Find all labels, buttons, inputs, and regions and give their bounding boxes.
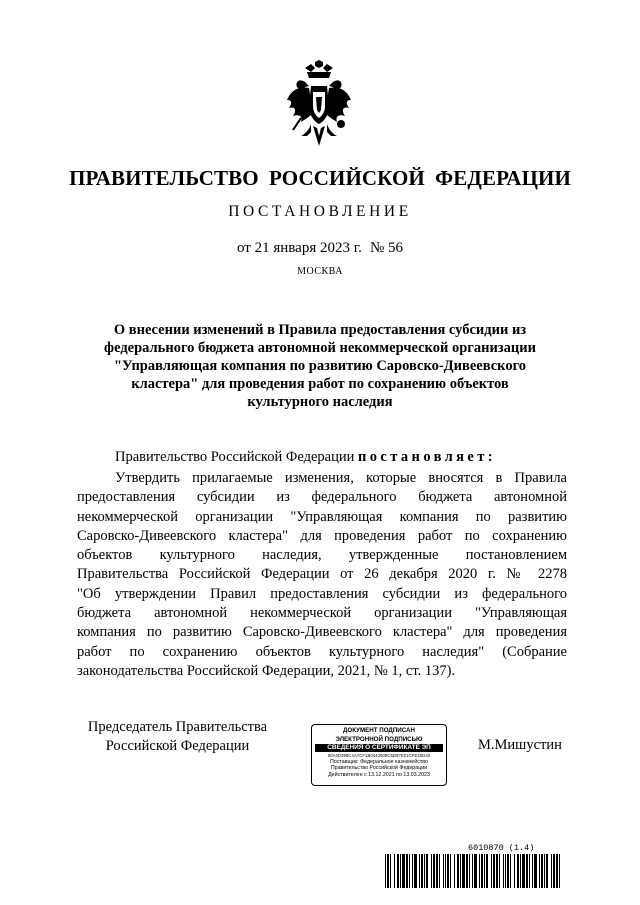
subject-line: кластера" для проведения работ по сохранению объектов <box>131 376 509 392</box>
document-number: № 56 <box>369 240 403 256</box>
barcode-label: 6010870 (1.4) <box>468 843 535 853</box>
body-line: "Об утверждении Правил предоставления субсидии из федерального <box>77 585 567 602</box>
document-date-number <box>0 240 640 257</box>
barcode-icon <box>385 854 561 888</box>
document-date: от 21 января 2023 г. <box>237 240 362 256</box>
body-line: Правительства Российской Федерации от 26 декабря 2020 г. № 2278 <box>77 566 567 583</box>
body-line: объектов культурного наследия, утвержденные постановлением <box>77 547 567 564</box>
body-line: работ по сохранению объектов культурного наследия" (Собрание <box>77 643 567 660</box>
signatory-position-line: Российской Федерации <box>105 738 250 754</box>
body-line: компания по развитию Саровско-Дивеевского кластера" для проведения <box>77 624 567 641</box>
subject-line: культурного наследия <box>247 394 393 410</box>
stamp-issuer: Поставщик: Федеральное казначейство <box>330 759 428 765</box>
lead-text: Правительство Российской Федерации <box>115 449 358 465</box>
lead-decree-word: постановляет: <box>357 449 497 465</box>
decree-body <box>77 469 567 681</box>
body-line: некоммерческой организации "Управляющая компания по развитию <box>77 508 567 525</box>
body-line: Утвердить прилагаемые изменения, которые вносятся в Правила <box>115 470 567 486</box>
subject-line: О внесении изменений в Правила предоставления субсидии из <box>113 322 527 338</box>
body-line: предоставления субсидии из федерального бюджета автономной <box>77 489 567 506</box>
government-title: ПРАВИТЕЛЬСТВО РОССИЙСКОЙ ФЕДЕРАЦИИ <box>69 166 571 190</box>
body-line: Саровско-Дивеевского кластера" для проведения работ по сохранению <box>77 527 567 544</box>
subject-line: "Управляющая компания по развитию Саровско-Дивеевского <box>113 358 527 374</box>
body-line: законодательства Российской Федерации, 2021, № 1, ст. 137). <box>77 662 456 679</box>
stamp-validity: Действителен с 13.12.2021 по 13.03.2023 <box>328 771 430 778</box>
stamp-serial: 00A0D398C4A7CF1B0443808C5D97E01CFE40D40 <box>327 753 431 758</box>
stamp-line: ЭЛЕКТРОННОЙ ПОДПИСЬЮ <box>335 736 423 743</box>
stamp-line: ДОКУМЕНТ ПОДПИСАН <box>343 727 415 734</box>
stamp-certificate-band: СВЕДЕНИЯ О СЕРТИФИКАТЕ ЭП <box>315 744 443 752</box>
russian-coat-of-arms-icon <box>285 60 353 148</box>
signatory-position <box>80 718 275 756</box>
signatory-position-line: Председатель Правительства <box>87 719 268 735</box>
signatory-name: М.Мишустин <box>478 737 562 753</box>
subject-line: федерального бюджета автономной некоммерческой организации <box>104 340 536 356</box>
lead-sentence <box>115 449 496 466</box>
document-type: ПОСТАНОВЛЕНИЕ <box>228 203 412 220</box>
stamp-issuer: Правительство Российской Федерации <box>330 765 428 772</box>
electronic-signature-stamp <box>311 724 447 786</box>
body-line: бюджета автономной некоммерческой организации "Управляющая <box>77 605 567 622</box>
document-city: МОСКВА <box>297 266 343 277</box>
document-subject <box>80 321 560 411</box>
